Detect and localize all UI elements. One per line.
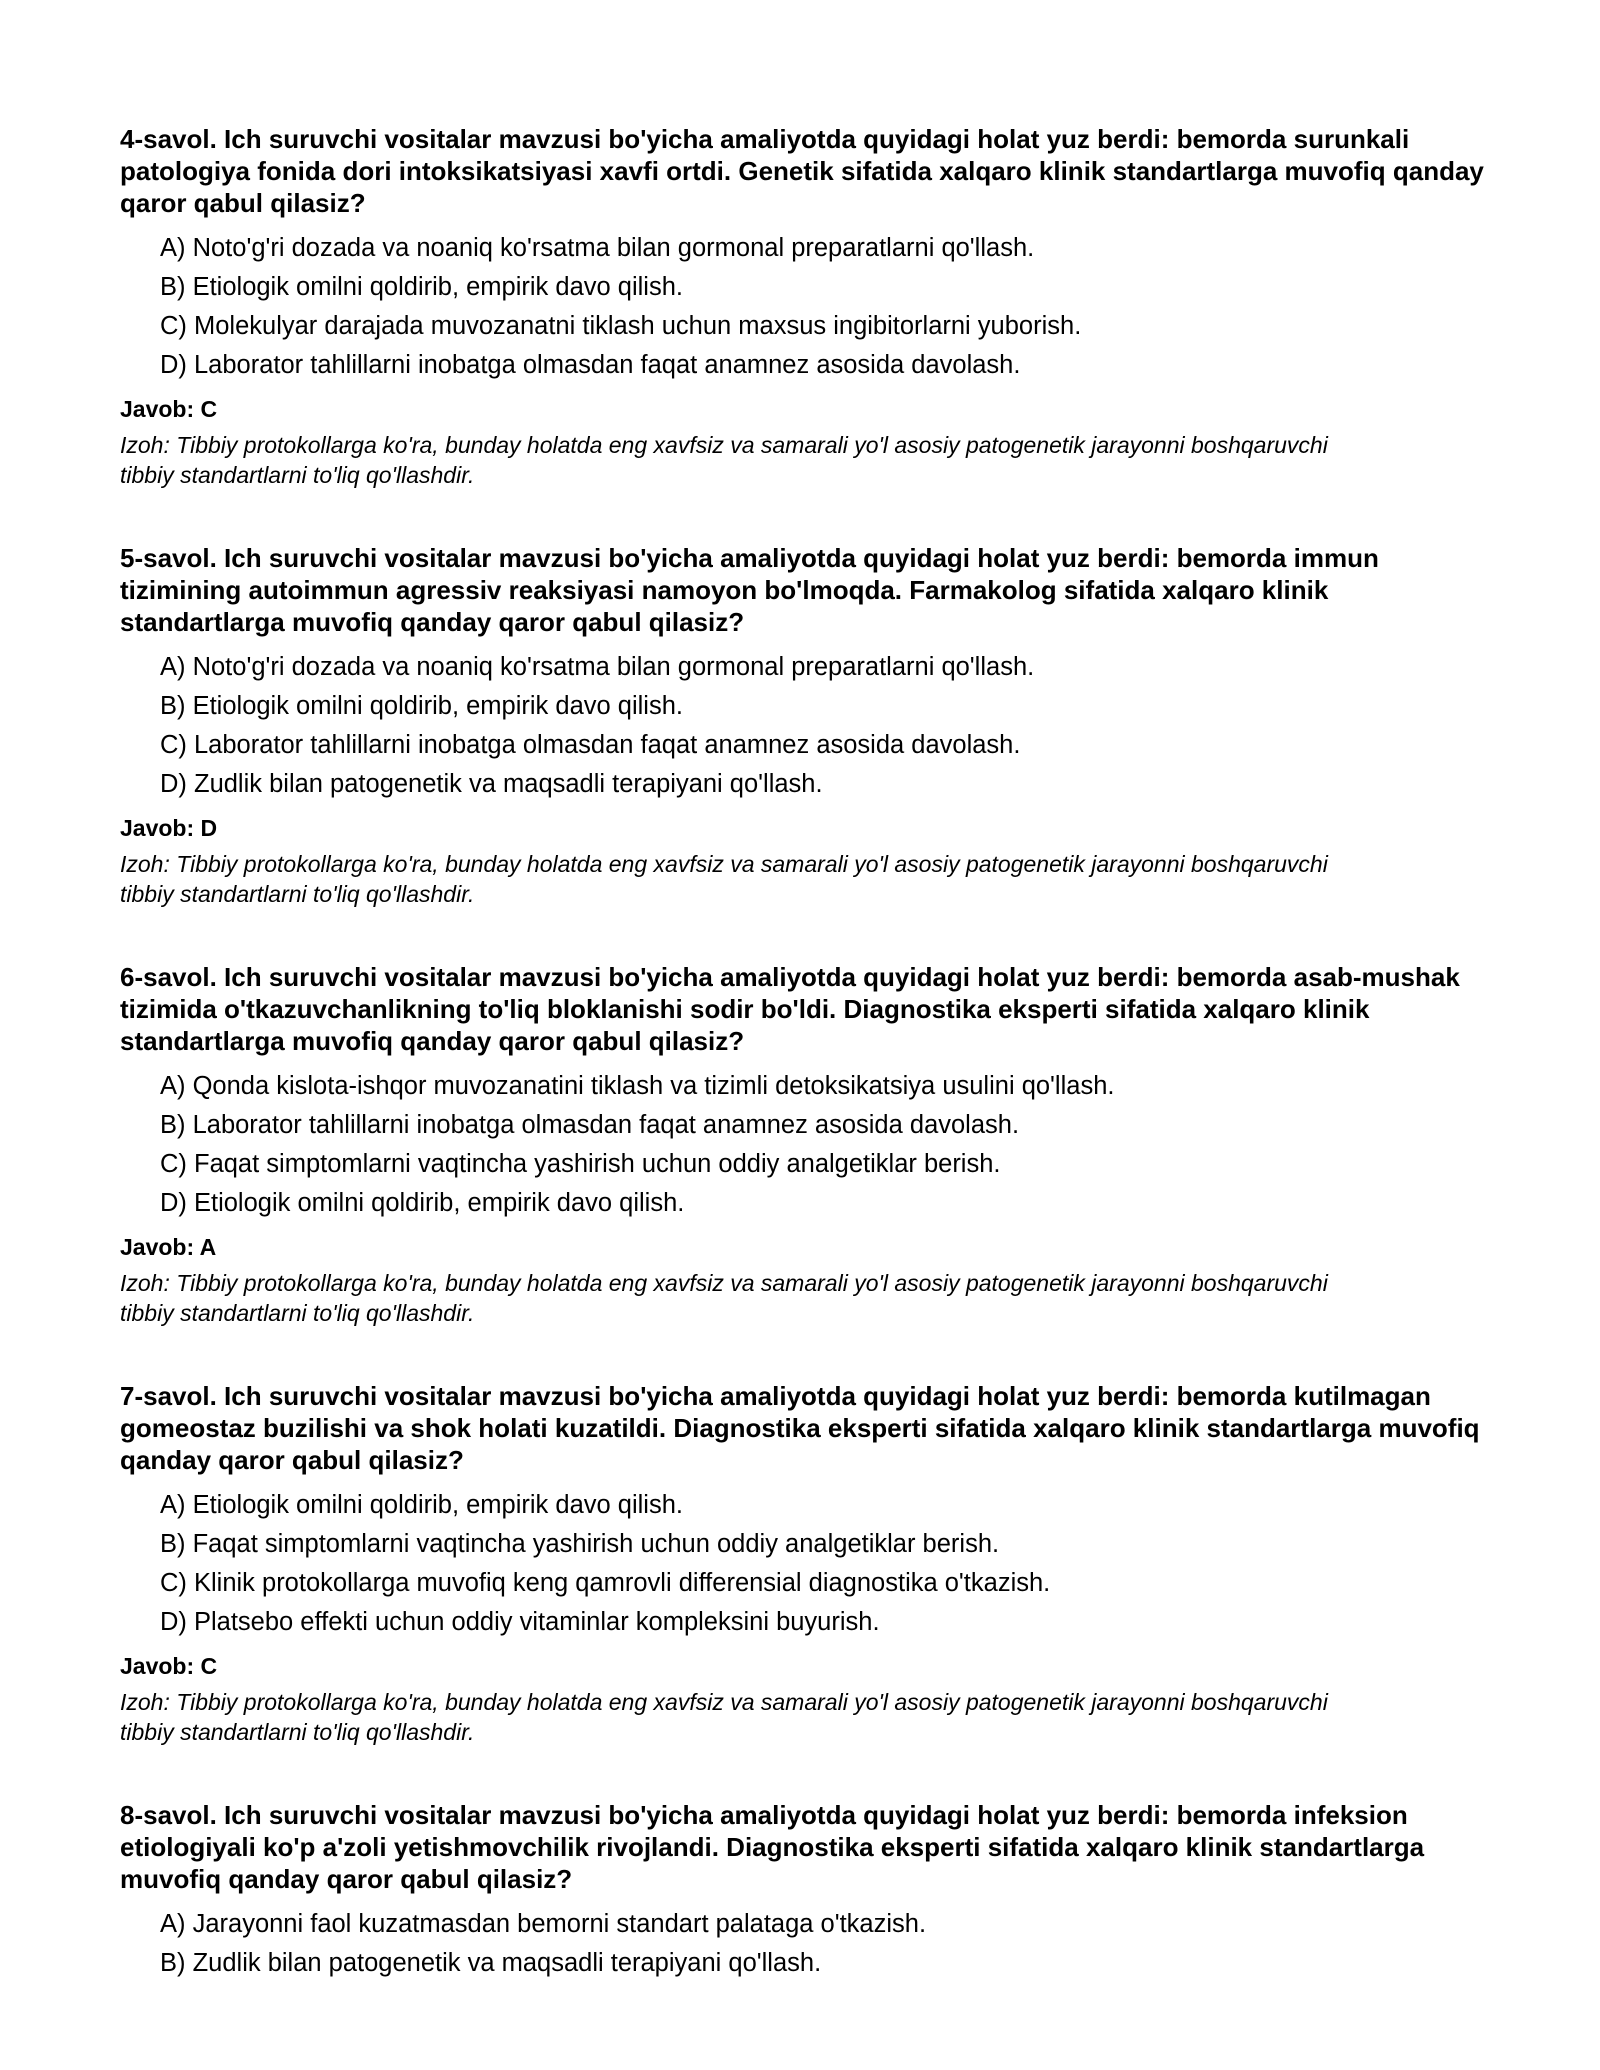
- option-list: [120, 1905, 1500, 1983]
- option-b: B) Laborator tahlillarni inobatga olmasdan faqat anamnez asosida davolash.: [160, 1111, 1020, 1139]
- answer-label: Javob: C: [120, 396, 218, 422]
- explanation-note: Izoh: Tibbiy protokollarga ko'ra, bunday holatda eng xavfsiz va samarali yo'l asosiy patogenetik jarayonni boshqaruvchi tibbiy standartlarni to'liq qo'llashdir.: [120, 432, 1328, 488]
- option-list: [120, 648, 1500, 804]
- question-title: 4-savol. Ich suruvchi vositalar mavzusi bo'yicha amaliyotda quyidagi holat yuz berdi: bemorda surunkali patologiya fonida dori intoksikatsiyasi xavfi ortdi. Genetik sifatida xalqaro klinik standartlarga muvofiq qanday qaror qabul qilasiz?: [120, 124, 1484, 218]
- option-b: B) Etiologik omilni qoldirib, empirik davo qilish.: [160, 692, 683, 720]
- option-a: A) Noto'g'ri dozada va noaniq ko'rsatma bilan gormonal preparatlarni qo'llash.: [160, 653, 1035, 681]
- question-8: [120, 1799, 1500, 1983]
- option-d: D) Platsebo effekti uchun oddiy vitaminlar kompleksini buyurish.: [160, 1608, 880, 1636]
- option-c: C) Molekulyar darajada muvozanatni tiklash uchun maxsus ingibitorlarni yuborish.: [160, 312, 1082, 340]
- option-b: B) Zudlik bilan patogenetik va maqsadli terapiyani qo'llash.: [160, 1949, 822, 1977]
- question-title: 6-savol. Ich suruvchi vositalar mavzusi bo'yicha amaliyotda quyidagi holat yuz berdi: bemorda asab-mushak tizimida o'tkazuvchanlikning to'liq bloklanishi sodir bo'ldi. Diagnostika eksperti sifatida xalqaro klinik standartlarga muvofiq qanday qaror qabul qilasiz?: [120, 962, 1460, 1056]
- question-title: 8-savol. Ich suruvchi vositalar mavzusi bo'yicha amaliyotda quyidagi holat yuz berdi: bemorda infeksion etiologiyali ko'p a'zoli yetishmovchilik rivojlandi. Diagnostika eksperti sifatida xalqaro klinik standartlarga muvofiq qanday qaror qabul qilasiz?: [120, 1800, 1425, 1894]
- option-a: A) Qonda kislota-ishqor muvozanatini tiklash va tizimli detoksikatsiya usulini qo'llash.: [160, 1072, 1115, 1100]
- option-list: [120, 1486, 1500, 1642]
- answer-label: Javob: D: [120, 815, 218, 841]
- question-7: [120, 1380, 1500, 1747]
- option-a: A) Etiologik omilni qoldirib, empirik davo qilish.: [160, 1491, 683, 1519]
- option-b: B) Faqat simptomlarni vaqtincha yashirish uchun oddiy analgetiklar berish.: [160, 1530, 1000, 1558]
- answer-label: Javob: C: [120, 1653, 218, 1679]
- question-5: [120, 542, 1500, 909]
- option-a: A) Jarayonni faol kuzatmasdan bemorni standart palataga o'tkazish.: [160, 1910, 927, 1938]
- option-list: [120, 1067, 1500, 1223]
- option-c: C) Klinik protokollarga muvofiq keng qamrovli differensial diagnostika o'tkazish.: [160, 1569, 1051, 1597]
- question-6: [120, 961, 1500, 1328]
- question-title: 5-savol. Ich suruvchi vositalar mavzusi bo'yicha amaliyotda quyidagi holat yuz berdi: bemorda immun tizimining autoimmun agressiv reaksiyasi namoyon bo'lmoqda. Farmakolog sifatida xalqaro klinik standartlarga muvofiq qanday qaror qabul qilasiz?: [120, 543, 1379, 637]
- option-b: B) Etiologik omilni qoldirib, empirik davo qilish.: [160, 273, 683, 301]
- option-d: D) Zudlik bilan patogenetik va maqsadli terapiyani qo'llash.: [160, 770, 823, 798]
- option-c: C) Faqat simptomlarni vaqtincha yashirish uchun oddiy analgetiklar berish.: [160, 1150, 1001, 1178]
- option-list: [120, 229, 1500, 385]
- option-d: D) Etiologik omilni qoldirib, empirik davo qilish.: [160, 1189, 685, 1217]
- option-a: A) Noto'g'ri dozada va noaniq ko'rsatma bilan gormonal preparatlarni qo'llash.: [160, 234, 1035, 262]
- explanation-note: Izoh: Tibbiy protokollarga ko'ra, bunday holatda eng xavfsiz va samarali yo'l asosiy patogenetik jarayonni boshqaruvchi tibbiy standartlarni to'liq qo'llashdir.: [120, 1689, 1328, 1745]
- explanation-note: Izoh: Tibbiy protokollarga ko'ra, bunday holatda eng xavfsiz va samarali yo'l asosiy patogenetik jarayonni boshqaruvchi tibbiy standartlarni to'liq qo'llashdir.: [120, 851, 1328, 907]
- question-title: 7-savol. Ich suruvchi vositalar mavzusi bo'yicha amaliyotda quyidagi holat yuz berdi: bemorda kutilmagan gomeostaz buzilishi va shok holati kuzatildi. Diagnostika eksperti sifatida xalqaro klinik standartlarga muvofiq qanday qaror qabul qilasiz?: [120, 1381, 1480, 1475]
- question-4: [120, 123, 1500, 490]
- option-d: D) Laborator tahlillarni inobatga olmasdan faqat anamnez asosida davolash.: [160, 351, 1021, 379]
- option-c: C) Laborator tahlillarni inobatga olmasdan faqat anamnez asosida davolash.: [160, 731, 1021, 759]
- document-page: [120, 123, 1500, 2035]
- answer-label: Javob: A: [120, 1234, 217, 1260]
- explanation-note: Izoh: Tibbiy protokollarga ko'ra, bunday holatda eng xavfsiz va samarali yo'l asosiy patogenetik jarayonni boshqaruvchi tibbiy standartlarni to'liq qo'llashdir.: [120, 1270, 1328, 1326]
